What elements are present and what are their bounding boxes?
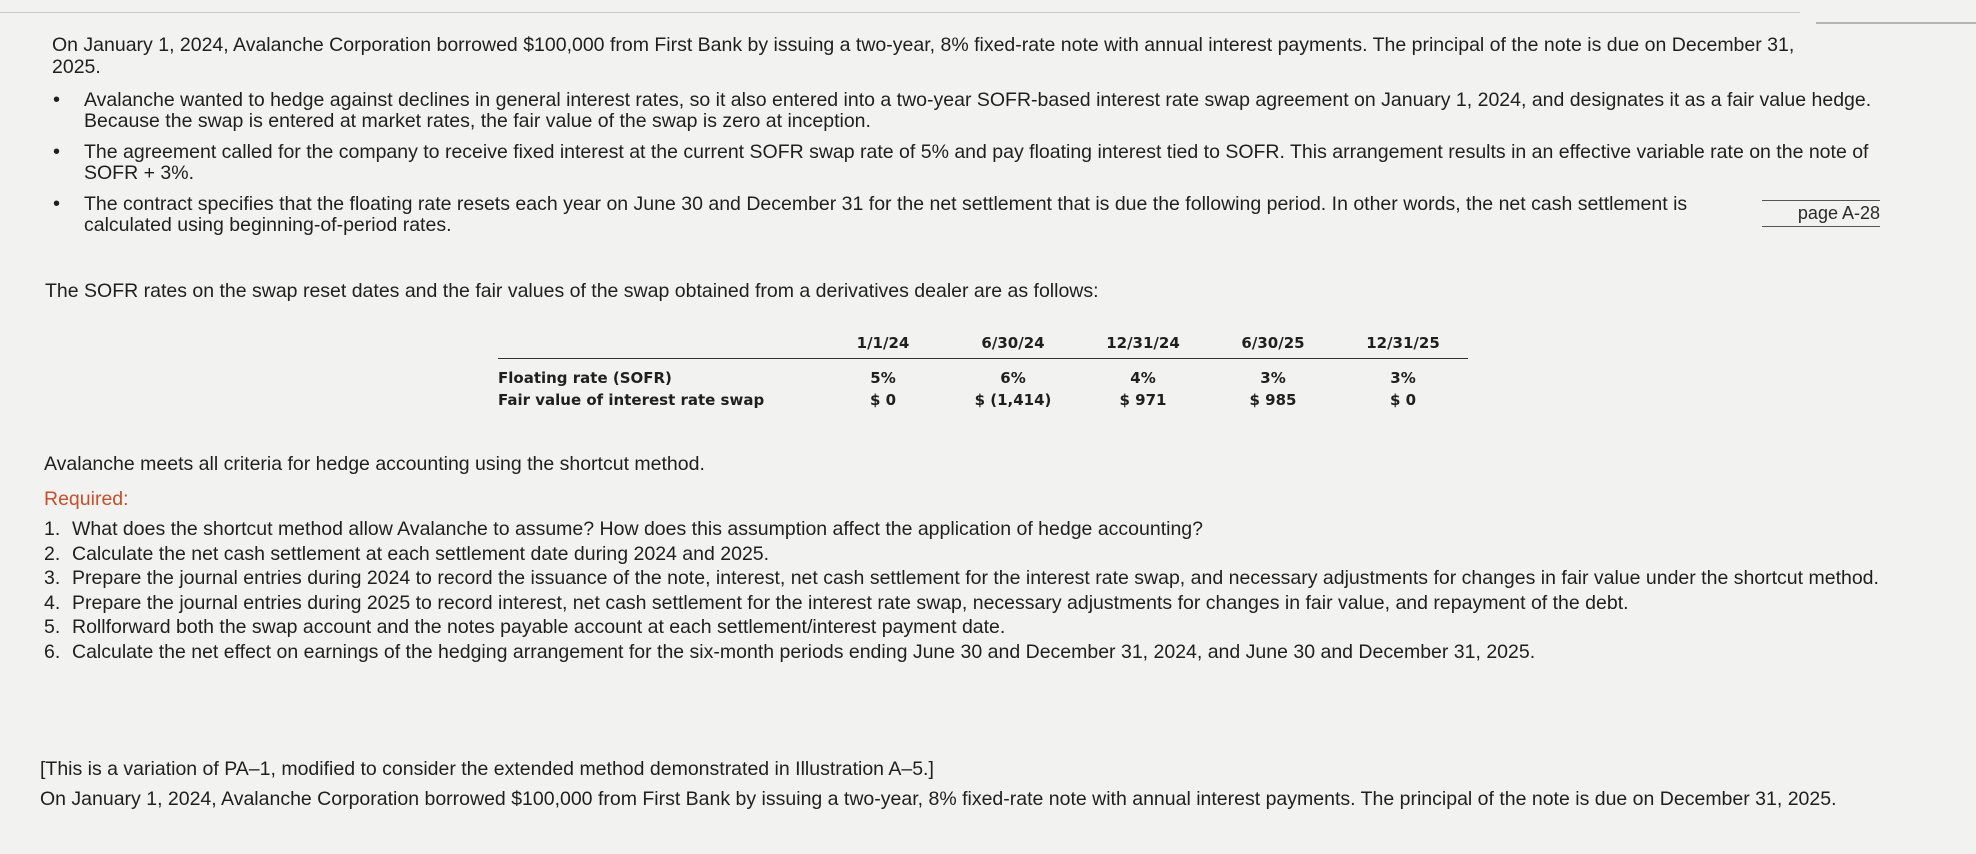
item-text: Calculate the net cash settlement at each settlement date during 2024 and 2025. bbox=[72, 542, 770, 565]
column-header: 6/30/24 bbox=[948, 332, 1078, 359]
table-row bbox=[498, 389, 1468, 411]
table-cell: $ 0 bbox=[869, 391, 897, 409]
variation-note: [This is a variation of PA–1, modified to consider the extended method demonstrated in Illustration A–5.] bbox=[40, 758, 934, 780]
table-intro: The SOFR rates on the swap reset dates and the fair values of the swap obtained from a derivatives dealer are as follows: bbox=[45, 280, 1099, 302]
column-header: 12/31/25 bbox=[1338, 332, 1468, 359]
row-label: Fair value of interest rate swap bbox=[498, 391, 765, 409]
table-header-row bbox=[498, 332, 1468, 359]
table-cell: 4% bbox=[1130, 369, 1156, 387]
item-number: 5. bbox=[44, 616, 61, 638]
bullet-item: • The contract specifies that the floating rate resets each year on June 30 and December 31 for the net settlement that is due the following period. In other words, the net cash settlement is calculated using beginning-of-period rates. bbox=[50, 194, 1880, 236]
column-header: 6/30/25 bbox=[1208, 332, 1338, 359]
cropped-logo bbox=[1816, 0, 1976, 24]
table-cell: 3% bbox=[1390, 369, 1416, 387]
outro-paragraph: On January 1, 2024, Avalanche Corporation borrowed $100,000 from First Bank by issuing a two-year, 8% fixed-rate note with annual interest payments. The principal of the note is due on December 31, 2025. bbox=[40, 788, 1837, 810]
required-item bbox=[44, 568, 1904, 589]
bullet-item: • Avalanche wanted to hedge against declines in general interest rates, so it also entered into a two-year SOFR-based interest rate swap agreement on January 1, 2024, and designates it as a fair value hedge. Because the swap is entered at market rates, the fair value of the swap is zero at inception. bbox=[50, 90, 1880, 132]
required-item bbox=[44, 642, 1904, 663]
header-blank bbox=[498, 332, 818, 359]
required-heading: Required: bbox=[44, 488, 129, 510]
item-number: 3. bbox=[44, 567, 61, 589]
item-text: Prepare the journal entries during 2024 to record the issuance of the note, interest, net cash settlement for the interest rate swap, and necessary adjustments for changes in fair value under the shortcut method. bbox=[72, 567, 1879, 589]
column-header: 1/1/24 bbox=[818, 332, 948, 359]
table-cell: $ 0 bbox=[1389, 391, 1417, 409]
required-item bbox=[44, 617, 1904, 638]
table-cell: 6% bbox=[1000, 369, 1026, 387]
required-item bbox=[44, 544, 1904, 565]
item-text: What does the shortcut method allow Avalanche to assume? How does this assumption affect the application of hedge accounting? bbox=[72, 518, 1203, 540]
column-header: 12/31/24 bbox=[1078, 332, 1208, 359]
page-reference: page A-28 bbox=[1762, 200, 1880, 227]
bullet-item: • The agreement called for the company to receive fixed interest at the current SOFR swap rate of 5% and pay floating interest tied to SOFR. This arrangement results in an effective variable rate on the note of SOFR + 3%. bbox=[50, 142, 1880, 184]
item-text: Calculate the net effect on earnings of the hedging arrangement for the six-month periods ending June 30 and December 31, 2024, and June 30 and December 31, 2025. bbox=[72, 640, 1536, 663]
table-cell: $ (1,414) bbox=[974, 391, 1052, 409]
table-cell: 5% bbox=[870, 369, 896, 387]
required-list bbox=[44, 519, 1904, 666]
item-text: Prepare the journal entries during 2025 to record interest, net cash settlement for the interest rate swap, necessary adjustments for changes in fair value, and repayment of the debt. bbox=[72, 591, 1629, 614]
item-number: 4. bbox=[44, 591, 61, 614]
required-item bbox=[44, 519, 1904, 540]
item-number: 1. bbox=[44, 518, 61, 540]
table-cell: $ 971 bbox=[1119, 391, 1167, 409]
table-row bbox=[498, 359, 1468, 390]
hedge-bullets bbox=[50, 90, 1880, 246]
criteria-text: Avalanche meets all criteria for hedge accounting using the shortcut method. bbox=[44, 453, 705, 475]
top-divider bbox=[0, 12, 1800, 13]
row-label: Floating rate (SOFR) bbox=[498, 369, 672, 387]
table-cell: 3% bbox=[1260, 369, 1286, 387]
item-number: 2. bbox=[44, 542, 61, 565]
item-text: Rollforward both the swap account and the notes payable account at each settlement/interest payment date. bbox=[72, 616, 1006, 638]
required-item bbox=[44, 593, 1904, 614]
sofr-rates-table bbox=[498, 332, 1468, 411]
intro-paragraph: On January 1, 2024, Avalanche Corporation borrowed $100,000 from First Bank by issuing a two-year, 8% fixed-rate note with annual interest payments. The principal of the note is due on December 31, 2025. bbox=[52, 34, 1795, 78]
table-cell: $ 985 bbox=[1249, 391, 1297, 409]
item-number: 6. bbox=[44, 640, 61, 663]
